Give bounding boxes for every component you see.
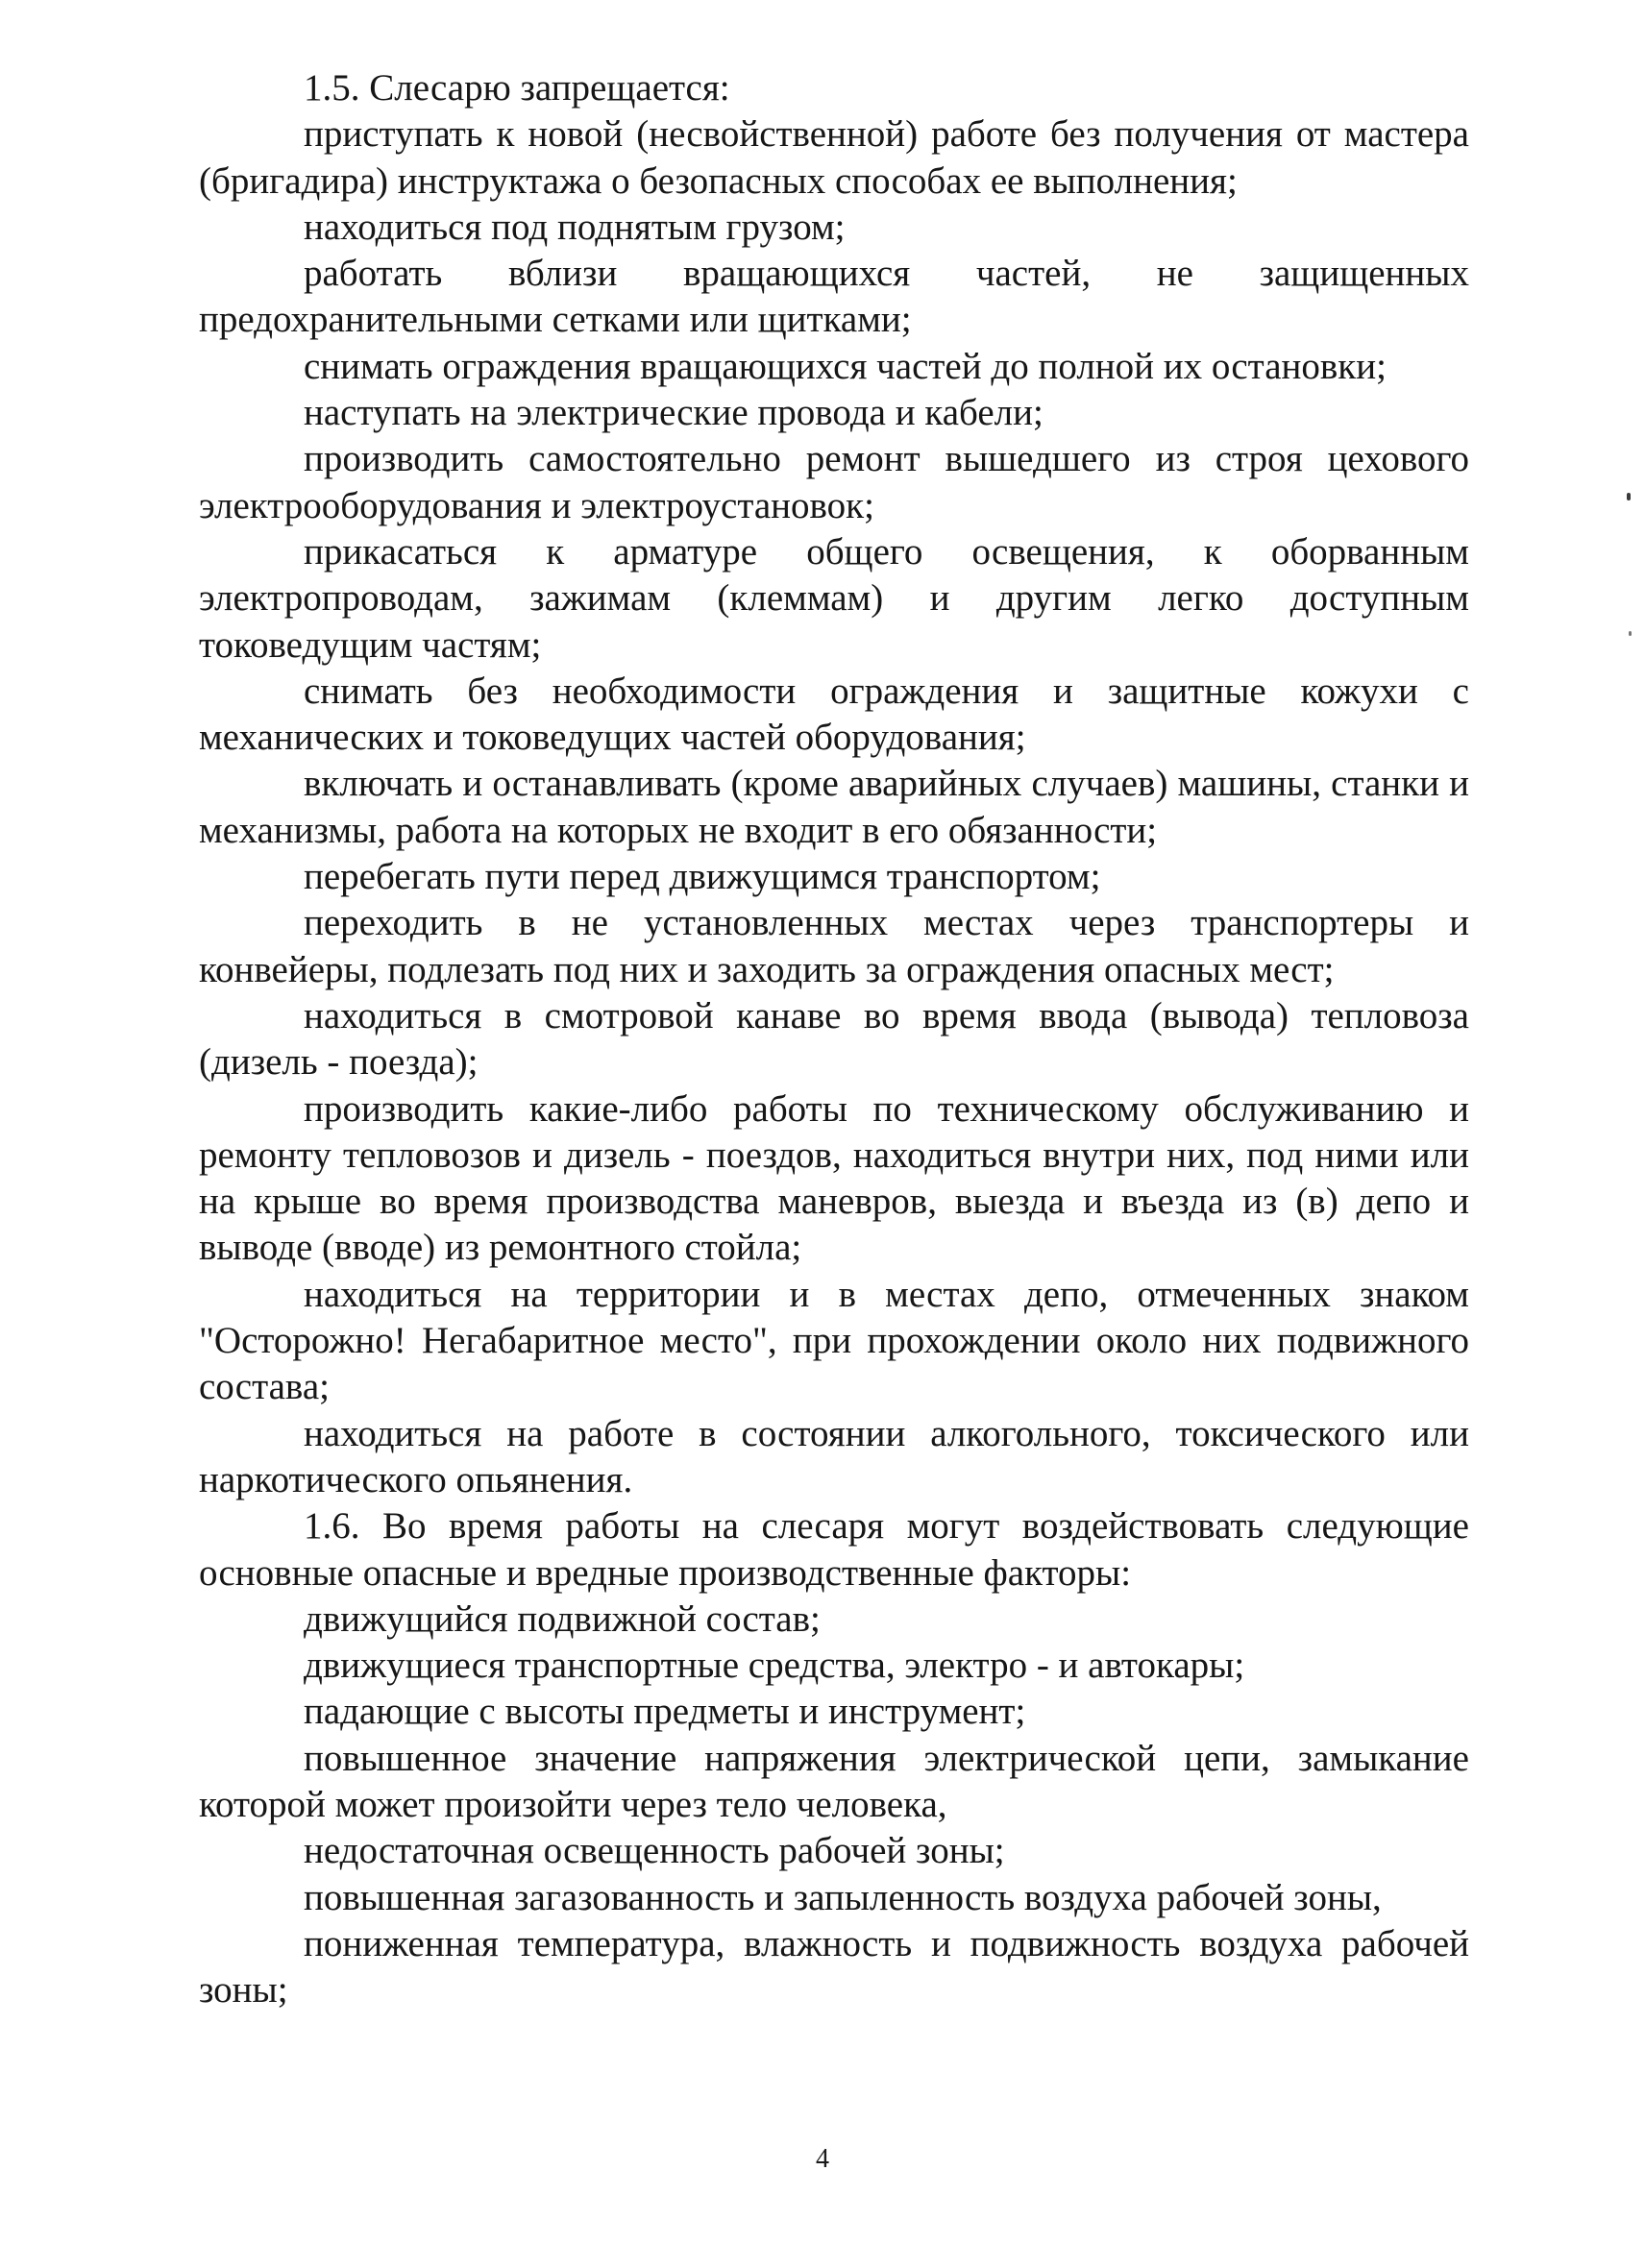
list-item: производить самостоятельно ремонт вышедшего из строя цехового электрооборудования и электроустановок; [199, 438, 1469, 526]
page-number: 4 [816, 2144, 829, 2174]
list-item: прикасаться к арматуре общего освещения, к оборванным электропроводам, зажимам (клеммам) и другим легко доступным токоведущим частям; [199, 530, 1469, 666]
list-item: снимать ограждения вращающихся частей до полной их остановки; [304, 345, 1387, 387]
list-item: падающие с высоты предметы и инструмент; [304, 1691, 1026, 1733]
list-item: движущийся подвижной состав; [304, 1597, 821, 1640]
list-item: пониженная температура, влажность и подвижность воздуха рабочей зоны; [199, 1922, 1469, 2012]
scan-speck [1627, 493, 1631, 500]
list-item: работать вблизи вращающихся частей, не защищенных предохранительными сетками или щитками; [199, 253, 1469, 341]
list-item: включать и останавливать (кроме аварийных случаев) машины, станки и механизмы, работа на которых не входит в его обязанности; [199, 763, 1469, 851]
list-item: движущиеся транспортные средства, электро - и автокары; [304, 1645, 1245, 1687]
list-item: находиться на территории и в местах депо, отмеченных знаком "Осторожно! Негабаритное место", при прохождении около них подвижного состава; [199, 1273, 1469, 1408]
list-item: повышенное значение напряжения электрической цепи, замыкание которой может произойти через тело человека, [199, 1737, 1469, 1825]
section-heading-1-5: 1.5. Слесарю запрещается: [304, 67, 730, 109]
list-item: перебегать пути перед движущимся транспортом; [304, 856, 1101, 898]
list-item: снимать без необходимости ограждения и защитные кожухи с механических и токоведущих частей оборудования; [199, 670, 1469, 759]
list-item: находиться в смотровой канаве во время ввода (вывода) тепловоза (дизель - поезда); [199, 994, 1469, 1084]
body-text [199, 65, 1469, 2013]
scan-speck [1629, 631, 1632, 636]
list-item: переходить в не установленных местах через транспортеры и конвейеры, подлезать под них и заходить за ограждения опасных мест; [199, 902, 1469, 990]
list-item: недостаточная освещенность рабочей зоны; [304, 1830, 1005, 1872]
section-heading-1-6: 1.6. Во время работы на слесаря могут воздействовать следующие основные опасные и вредные производственные факторы: [199, 1505, 1469, 1594]
list-item: наступать на электрические провода и кабели; [304, 392, 1043, 434]
list-item: находиться на работе в состоянии алкогольного, токсического или наркотического опьянения. [199, 1412, 1469, 1500]
list-item: производить какие-либо работы по техническому обслуживанию и ремонту тепловозов и дизель - поездов, находиться внутри них, под ними или на крыше во время производства маневров, выезда и въезда из (в) депо и выводе (вводе) из ремонтного стойла; [199, 1087, 1469, 1269]
list-item: находиться под поднятым грузом; [304, 206, 846, 248]
list-item: приступать к новой (несвойственной) работе без получения от мастера (бригадира) инструктажа о безопасных способах ее выполнения; [199, 113, 1469, 202]
list-item: повышенная загазованность и запыленность воздуха рабочей зоны, [304, 1876, 1382, 1918]
